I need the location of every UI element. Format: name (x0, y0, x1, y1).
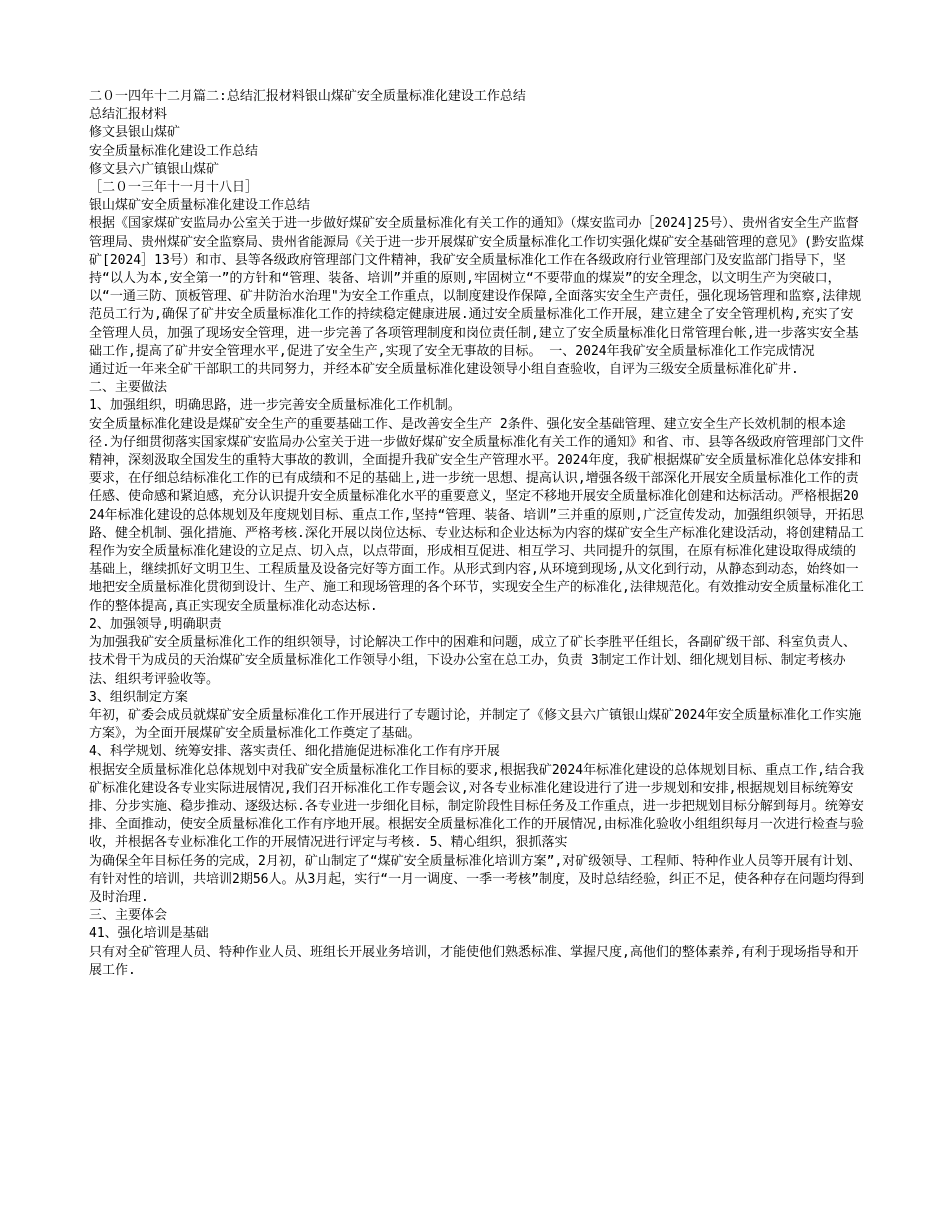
document-body (89, 88, 864, 980)
body-paragraph: 安全质量标准化建设是煤矿安全生产的重要基础工作、是改善安全生产 2条件、强化安全基础管理、建立安全生产长效机制的根本途径.为仔细贯彻落实国家煤矿安监局办公室关于进一步做好煤矿安全质量标准化有关工作的通知》和省、市、县等各级政府管理部门文件精神，深刻汲取全国发生的重特大事故的教训，全面提升我矿安全生产管理水平。2024年度，我矿根据煤矿安全质量标准化总体安排和要求，在仔细总结标准化工作的已有成绩和不足的基础上,进一步统一思想、提高认识,增强各级干部深化开展安全质量标准化工作的责任感、使命感和紧迫感，充分认识提升安全质量标准化水平的重要意义，坚定不移地开展安全质量标准化创建和达标活动。严格根据2024年标准化建设的总体规划及年度规划目标、重点工作,坚持“管理、装备、培训”三并重的原则,广泛宣传发动，加强组织领导，开拓思路、健全机制、强化措施、严格考核.深化开展以岗位达标、专业达标和企业达标为内容的煤矿安全生产标准化建设活动，将创建精品工程作为安全质量标准化建设的立足点、切入点，以点带面，形成相互促进、相互学习、共同提升的氛围，在原有标准化建设取得成绩的基础上，继续抓好文明卫生、工程质量及设备完好等方面工作。从形式到内容,从环境到现场,从文化到行动，从静态到动态，始终如一地把安全质量标准化贯彻到设计、生产、施工和现场管理的各个环节，实现安全生产的标准化,法律规范化。有效推动安全质量标准化工作的整体提高,真正实现安全质量标准化动态达标. (89, 416, 864, 614)
mine-name: 修文县银山煤矿 (89, 125, 181, 141)
report-label: 总结汇报材料 (89, 107, 168, 123)
body-paragraph: 年初，矿委会成员就煤矿安全质量标准化工作开展进行了专题讨论，并制定了《修文县六广镇银山煤矿2024年安全质量标准化工作实施方案》，为全面开展煤矿安全质量标准化工作奠定了基础。 (89, 707, 862, 742)
body-paragraph: 为加强我矿安全质量标准化工作的组织领导，讨论解决工作中的困难和问题，成立了矿长李胜平任组长，各副矿级干部、科室负责人、技术骨干为成员的天治煤矿安全质量标准化工作领导小组，下设办公室在总工办，负责 3制定工作计划、细化规划目标、制定考核办法、组织考评验收等。 (89, 635, 857, 687)
subsection-heading: 41、强化培训是基础 (89, 926, 209, 942)
subsection-heading: 4、科学规划、统筹安排、落实责任、细化措施促进标准化工作有序开展 (89, 744, 500, 760)
body-paragraph: 为确保全年目标任务的完成，2月初，矿山制定了“煤矿安全质量标准化培训方案”,对矿级领导、工程师、特种作业人员等开展有计划、有针对性的培训，共培训2期56人。从3月起，实行“一月一调度、一季一考核”制度，及时总结经验，纠正不足，使各种存在问题均得到及时治理. (89, 853, 864, 905)
report-title: 安全质量标准化建设工作总结 (89, 143, 259, 159)
subsection-heading: 3、组织制定方案 (89, 689, 188, 705)
section-heading: 三、主要体会 (89, 908, 168, 924)
section-heading: 二、主要做法 (89, 380, 168, 396)
body-paragraph: 通过近一年来全矿干部职工的共同努力，并经本矿安全质量标准化建设领导小组自查验收，自评为三级安全质量标准化矿井. (89, 362, 799, 378)
report-author: 修文县六广镇银山煤矿 (89, 161, 220, 177)
doc-heading-line: 二０一四年十二月篇二:总结汇报材料银山煤矿安全质量标准化建设工作总结 (89, 89, 526, 104)
section-title: 银山煤矿安全质量标准化建设工作总结 (89, 198, 311, 214)
body-paragraph: 根据《国家煤矿安监局办公室关于进一步做好煤矿安全质量标准化有关工作的通知》（煤安监司办［2024]25号）、贵州省安全生产监督管理局、贵州煤矿安全监察局、贵州省能源局《关于进一步开展煤矿安全质量标准化工作切实强化煤矿安全基础管理的意见》(黔安监煤矿[2024］13号）和市、县等各级政府管理部门文件精神，我矿安全质量标准化工作在各级政府行业管理部门及安监部门指导下，坚持“以人为本,安全第一”的方针和“管理、装备、培训”并重的原则,牢固树立“不要带血的煤炭”的安全理念，以文明生产为突破口，以“一通三防、顶板管理、矿井防治水治理"为安全工作重点，以制度建设作保障,全面落实安全生产责任，强化现场管理和监察,法律规范员工行为,确保了矿井安全质量标准化工作的持续稳定健康进展.通过安全质量标准化工作开展，建立建全了安全管理机构,充实了安全管理人员，加强了现场安全管理，进一步完善了各项管理制度和岗位责任制,建立了安全质量标准化日常管理台帐,进一步落实安全基础工作,提高了矿井安全管理水平,促进了安全生产,实现了安全无事故的目标。 一、2024年我矿安全质量标准化工作完成情况 (89, 216, 864, 359)
body-paragraph: 只有对全矿管理人员、特种作业人员、班组长开展业务培训，才能使他们熟悉标准、掌握尺度,高他们的整体素养,有利于现场指导和开展工作. (89, 944, 859, 978)
subsection-heading: 1、加强组织，明确思路，进一步完善安全质量标准化工作机制。 (89, 398, 461, 414)
body-paragraph: 根据安全质量标准化总体规划中对我矿安全质量标准化工作目标的要求,根据我矿2024年标准化建设的总体规划目标、重点工作,结合我矿标准化建设各专业实际进展情况,我们召开标准化工作专题会议,对各专业标准化建设进行了进一步规划和安排,根据规划目标统筹安排、分步实施、稳步推动、逐级达标.各专业进一步细化目标，制定阶段性目标任务及工作重点，进一步把规划目标分解到每月。统筹安排、全面推动，使安全质量标准化工作有序地开展。根据安全质量标准化工作的开展情况,由标准化验收小组组织每月一次进行检查与验收，并根据各专业标准化工作的开展情况进行评定与考核. 5、精心组织，狠抓落实 (89, 762, 864, 851)
subsection-heading: 2、加强领导,明确职责 (89, 616, 222, 632)
report-date: ［二０一三年十一月十八日］ (89, 180, 259, 196)
